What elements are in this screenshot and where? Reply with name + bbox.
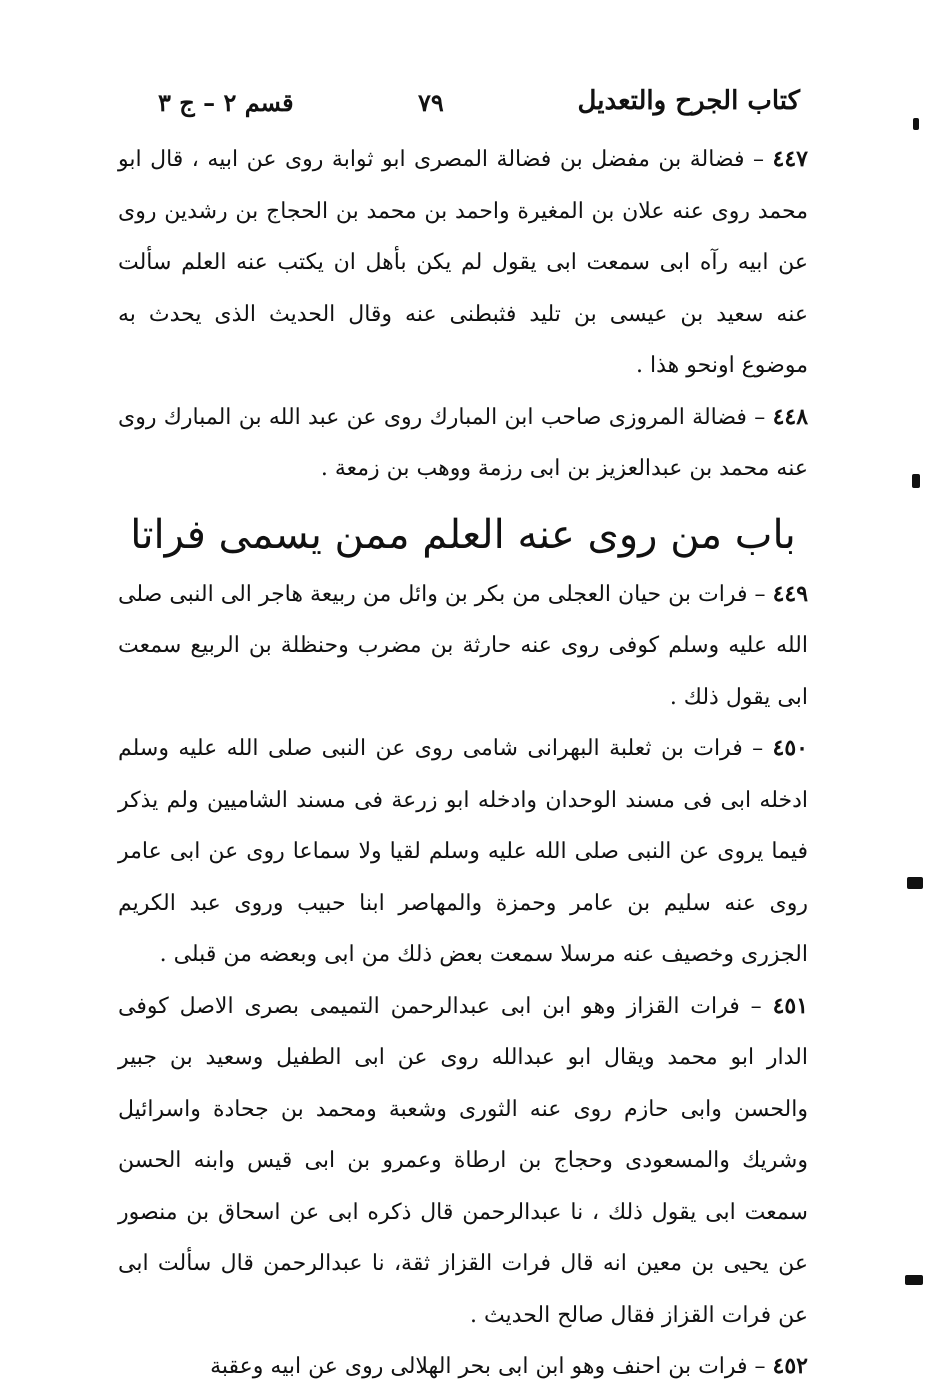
entry-number: ٤٥٠ (772, 735, 808, 761)
scan-mark (907, 877, 923, 889)
entry-text: – فرات بن ثعلبة البهرانى شامى روى عن النبى صلى الله عليه وسلم ادخله ابى فى مسند الوحدان وادخله ابو زرعة فى مسند الشاميين ولم يذكر فيما يروى عن النبى صلى الله عليه وسلم لقيا ولا سماعا روى عن ابى عامر روى عنه سليم بن عامر وحمزة والمهاصر ابنا حبيب وروى عبد الكريم الجزرى وخصيف عنه مرسلا سمعت بعض ذلك من ابى وبعضه من قبلى . (118, 736, 808, 967)
page-header (118, 86, 808, 126)
entry-text: – فرات بن احنف وهو ابن ابى بحر الهلالى روى عن ابيه وعقبة (210, 1354, 766, 1379)
entry-number: ٤٤٧ (772, 146, 808, 172)
scan-mark (912, 474, 920, 488)
entry-text: – فضالة المروزى صاحب ابن المبارك روى عن عبد الله بن المبارك روى عنه محمد بن عبدالعزيز بن ابى رزمة ووهب بن زمعة . (118, 404, 808, 481)
scan-mark (905, 1275, 923, 1285)
entry-452 (118, 1341, 808, 1393)
entry-text: – فضالة بن مفضل بن فضالة المصرى ابو ثوابة روى عن ابيه ، قال ابو محمد روى عنه علان بن المغيرة واحمد بن محمد بن الحجاج بن رشدين روى عن ابيه رآه ابى سمعت ابى يقول لم يكن بأهل ان يكتب عنه العلم سألت عنه سعيد بن عيسى بن تليد فثبطنى عنه وقال الحديث الذى يحدث به موضوع اونحو هذا . (118, 147, 808, 378)
entry-448 (118, 392, 808, 495)
entry-number: ٤٤٩ (772, 580, 809, 607)
entry-number: ٤٤٨ (772, 403, 809, 430)
entry-text: – فرات بن حيان العجلى من بكر بن وائل من ربيعة هاجر الى النبى صلى الله عليه وسلم كوفى روى عنه حارثة بن مضرب وحنظلة بن الربيع سمعت ابى يقول ذلك . (118, 581, 808, 710)
scan-mark (913, 118, 919, 130)
volume-part: قسم ٢ – ج ٣ (158, 88, 294, 117)
entry-451 (118, 981, 808, 1342)
page-body (118, 134, 808, 1393)
page-number: ٧٩ (418, 88, 444, 117)
entry-449 (118, 569, 808, 724)
book-title: كتاب الجرح والتعديل (577, 86, 800, 116)
section-heading: باب من روى عنه العلم ممن يسمى فراتا (130, 511, 796, 558)
entry-447 (118, 134, 808, 392)
entry-text: – فرات القزاز وهو ابن ابى عبدالرحمن التميمى بصرى الاصل كوفى الدار ابو محمد ويقال ابو عبدالله روى عن ابى الطفيل وسعيد بن جبير والحسن وابى حازم روى عنه الثورى وشعبة ومحمد بن جحادة واسرائيل وشريك والمسعودى وحجاج بن ارطاة وعمرو بن ابى قيس وابنه الحسن سمعت ابى يقول ذلك ، نا عبدالرحمن قال ذكره ابى عن اسحاق بن منصور عن يحيى بن معين انه قال فرات القزاز ثقة، نا عبدالرحمن قال سألت ابى عن فرات القزاز فقال صالح الحديث . (118, 993, 808, 1328)
entry-number: ٤٥٢ (772, 1353, 808, 1379)
entry-450 (118, 723, 808, 981)
entry-number: ٤٥١ (772, 992, 809, 1019)
document-page (118, 78, 809, 1379)
